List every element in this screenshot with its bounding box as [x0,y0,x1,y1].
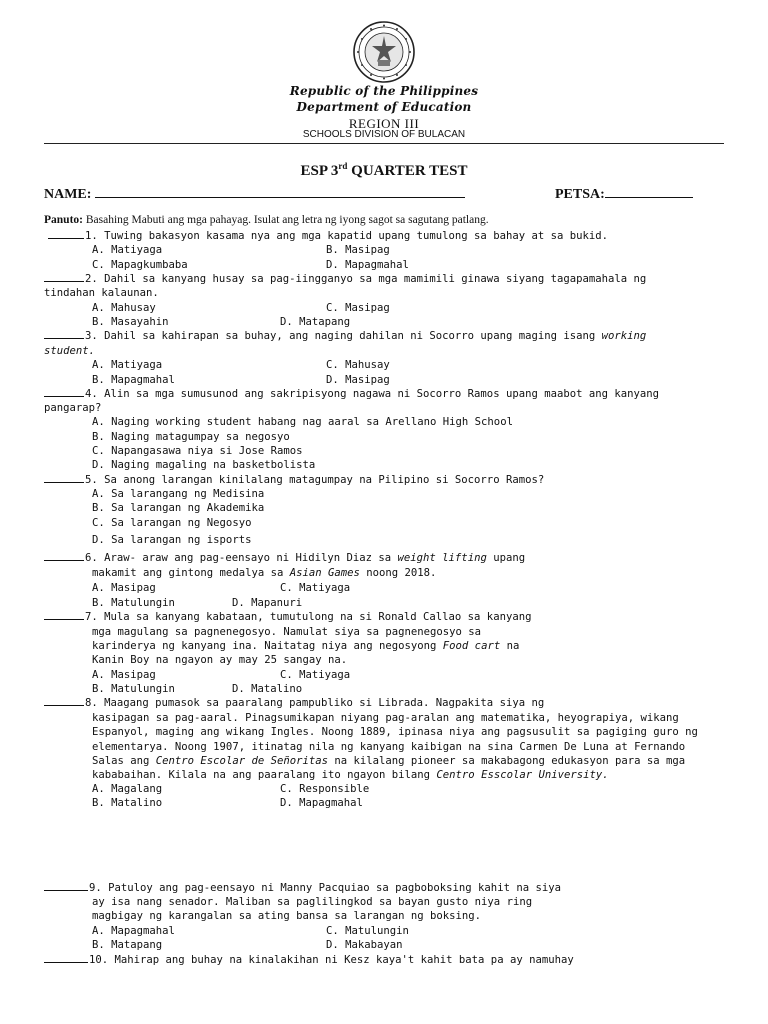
choice-9c: C. Matulungin [326,925,409,937]
answer-blank-8[interactable] [44,696,84,706]
question-8-l3: Espanyol, maging ang wikang Ingles. Noong 1889, ipinasa niya ang pagsusulit sa pagiging guro ng [92,726,698,738]
choice-7c: C. Matiyaga [280,669,351,681]
question-3: 3. Dahil sa kahirapan sa buhay, ang naging dahilan ni Socorro upang maging isang working [44,329,646,343]
choice-4d: D. Naging magaling na basketbolista [92,459,316,471]
date-label: PETSA: [555,187,605,202]
answer-blank-6[interactable] [44,551,84,561]
division-heading: SCHOOLS DIVISION OF BULACAN [302,129,466,140]
choice-6c: C. Matiyaga [280,582,351,594]
choice-2b: B. Masayahin [92,316,169,328]
choice-1c: C. Mapagkumbaba [92,259,188,271]
choice-6b: B. Matulungin [92,597,175,609]
question-7-l3: karinderya ng kanyang ina. Naitatag niya ang negosyong Food cart na [92,640,520,652]
choice-1b: B. Masipag [326,244,390,256]
choice-9d: D. Makabayan [326,939,403,951]
choice-5a: A. Sa larangang ng Medisina [92,488,265,500]
choice-4a: A. Naging working student habang nag aaral sa Arellano High School [92,416,513,428]
choice-1a: A. Matiyaga [92,244,163,256]
question-4: 4. Alin sa mga sumusunod ang sakripisyong nagawa ni Socorro Ramos upang maabot ang kanyang [44,387,659,401]
deped-seal-icon [352,20,416,84]
name-label: NAME: [44,187,92,202]
choice-8a: A. Magalang [92,783,163,795]
date-blank[interactable] [605,186,693,198]
instructions-text: Basahing Mabuti ang mga pahayag. Isulat ang letra ng iyong sagot sa sagutang patlang. [82,214,489,226]
date-field[interactable] [555,186,693,203]
choice-2a: A. Mahusay [92,302,156,314]
choice-5c: C. Sa larangan ng Negosyo [92,517,252,529]
choice-7a: A. Masipag [92,669,156,681]
question-2: 2. Dahil sa kanyang husay sa pag-iingganyo sa mga mamimili ginawa siyang tagapamahala ng [44,272,646,286]
test-title: ESP 3rd QUARTER TEST [300,161,468,179]
question-10: 10. Mahirap ang buhay na kinalakihan ni Kesz kaya't kahit bata pa ay namuhay [44,953,574,967]
choice-7b: B. Matulungin [92,683,175,695]
name-blank[interactable] [95,186,465,198]
question-7-l2: mga magulang sa pagnenegosyo. Namulat siya sa pagnenegosyo sa [92,626,482,638]
answer-blank-9[interactable] [44,881,88,891]
republic-heading: Republic of the Philippines [289,84,479,98]
choice-8c: C. Responsible [280,783,370,795]
question-9: 9. Patuloy ang pag-eensayo ni Manny Pacquiao sa pagboboksing kahit na siya [44,881,561,895]
question-8-l5: Salas ang Centro Escolar de Señoritas na kilalang pioneer sa makabagong edukasyon para sa mga [92,755,686,767]
answer-blank-3[interactable] [44,329,84,339]
instructions [44,214,489,226]
name-field[interactable] [44,186,465,203]
question-2-cont: tindahan kalaunan. [44,287,159,299]
choice-7d: D. Matalino [232,683,303,695]
question-9-l3: magbigay ng karangalan sa ating bansa sa larangan ng boksing. [92,910,482,922]
region-heading: REGION III [348,116,420,131]
question-9-l2: ay isa nang senador. Maliban sa paglilingkod sa bayan gusto niya ring [92,896,533,908]
answer-blank-4[interactable] [44,387,84,397]
question-3-cont: student. [44,345,96,357]
choice-2c: C. Masipag [326,302,390,314]
choice-4c: C. Napangasawa niya si Jose Ramos [92,445,303,457]
answer-blank-2[interactable] [44,272,84,282]
question-8: 8. Maagang pumasok sa paaralang pampubliko si Librada. Nagpakita siya ng [44,696,544,710]
question-8-l4: elementarya. Noong 1907, itinatag nila ng kanyang kaibigan na sina Carmen De Luna at Fernando [92,741,686,753]
instructions-label: Panuto: [44,214,83,226]
question-1: 1. Tuwing bakasyon kasama nya ang mga kapatid upang tumulong sa bahay at sa bukid. [48,229,608,243]
choice-5d: D. Sa larangan ng isports [92,534,252,546]
question-6-cont: makamit ang gintong medalya sa Asian Games noong 2018. [92,567,437,579]
choice-3c: C. Mahusay [326,359,390,371]
question-8-l2: kasipagan sa pag-aaral. Pinagsumikapan niyang pag-aralan ang matematika, heyograpiya, wikang [92,712,679,724]
question-7: 7. Mula sa kanyang kabataan, tumutulong na si Ronald Callao sa kanyang [44,610,531,624]
header-divider [44,143,724,144]
answer-blank-5[interactable] [44,473,84,483]
question-7-l4: Kanin Boy na ngayon ay may 25 sangay na. [92,654,348,666]
choice-8d: D. Mapagmahal [280,797,363,809]
answer-blank-10[interactable] [44,953,88,963]
answer-blank-7[interactable] [44,610,84,620]
question-8-l6: kababaihan. Kilala na ang paaralang ito ngayon bilang Centro Esscolar University. [92,769,609,781]
question-5: 5. Sa anong larangan kinilalang matagumpay na Pilipino si Socorro Ramos? [44,473,544,487]
question-6: 6. Araw- araw ang pag-eensayo ni Hidilyn Diaz sa weight lifting upang [44,551,525,565]
department-heading: Department of Education [296,100,472,114]
choice-5b: B. Sa larangan ng Akademika [92,502,265,514]
answer-blank-1[interactable] [48,229,84,239]
question-4-cont: pangarap? [44,402,102,414]
choice-2d: D. Matapang [280,316,351,328]
choice-1d: D. Mapagmahal [326,259,409,271]
choice-9b: B. Matapang [92,939,163,951]
choice-9a: A. Mapagmahal [92,925,175,937]
choice-3b: B. Mapagmahal [92,374,175,386]
choice-6a: A. Masipag [92,582,156,594]
choice-4b: B. Naging matagumpay sa negosyo [92,431,290,443]
choice-8b: B. Matalino [92,797,163,809]
choice-6d: D. Mapanuri [232,597,303,609]
choice-3a: A. Matiyaga [92,359,163,371]
choice-3d: D. Masipag [326,374,390,386]
